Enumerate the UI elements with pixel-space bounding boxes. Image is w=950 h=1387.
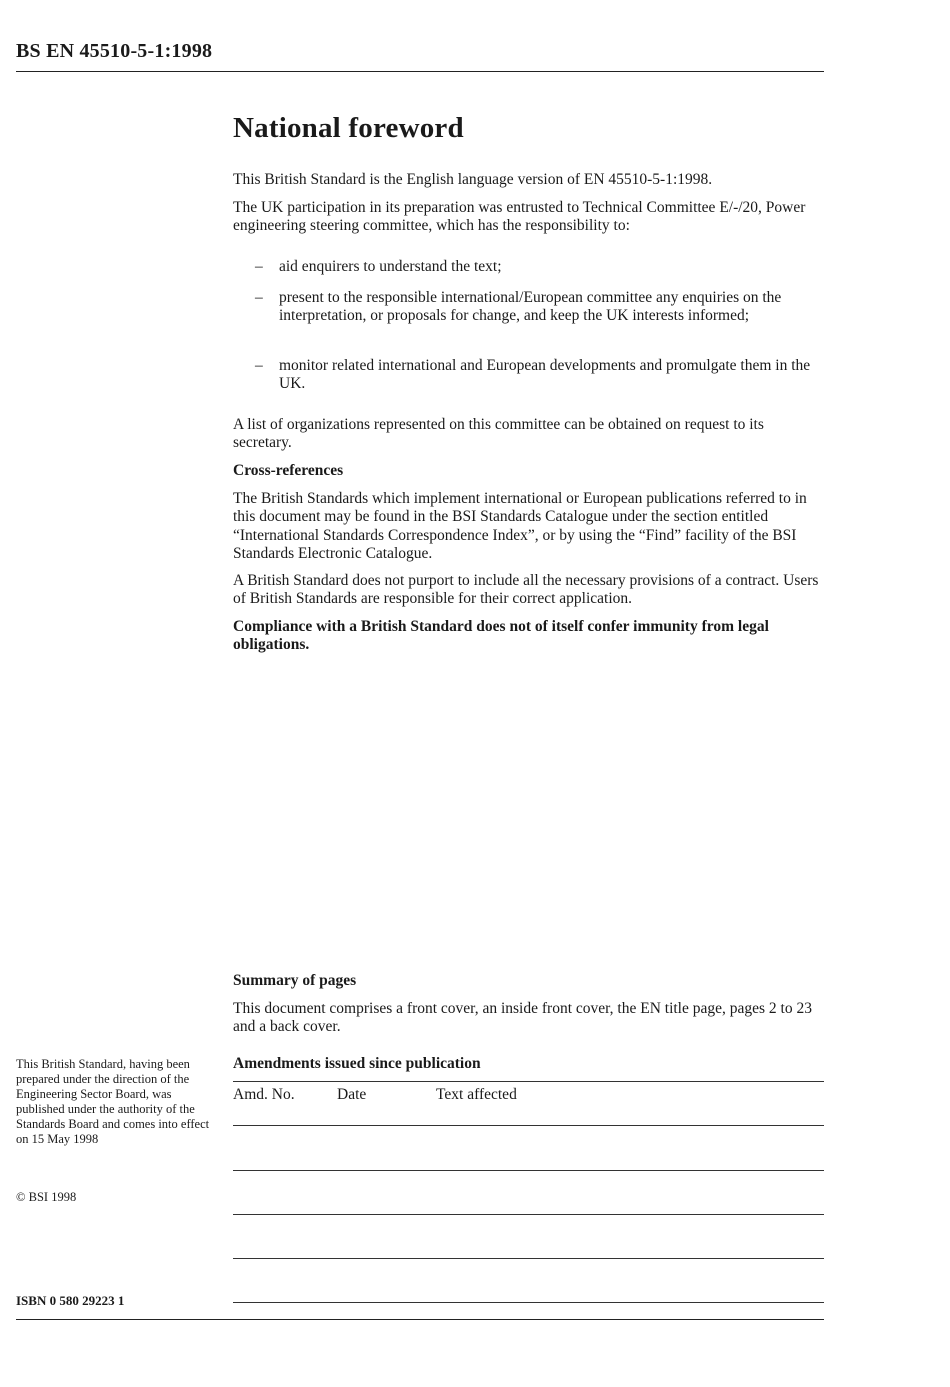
list-item-text: aid enquirers to understand the text; [279, 258, 502, 275]
amendments-row-line [233, 1170, 824, 1171]
amendments-row-line [233, 1214, 824, 1215]
bullet-dash: – [255, 357, 263, 374]
provisions-paragraph: A British Standard does not purport to include all the necessary provisions of a contract. Users of British Standards are responsible for their correct application. [233, 572, 819, 608]
amendments-column-date: Date [337, 1086, 367, 1103]
list-item-text: present to the responsible international/European committee any enquiries on the interpretation, or proposals for change, and keep the UK interests informed; [279, 289, 782, 325]
organizations-paragraph: A list of organizations represented on this committee can be obtained on request to its secretary. [233, 416, 764, 452]
amendments-row-line [233, 1125, 824, 1126]
summary-paragraph: This document comprises a front cover, an inside front cover, the EN title page, pages 2 to 23 and a back cover. [233, 1000, 812, 1036]
document-code: BS EN 45510-5-1:1998 [16, 40, 213, 62]
amendments-heading: Amendments issued since publication [233, 1055, 481, 1072]
header-rule [16, 71, 824, 72]
footer-rule [16, 1319, 824, 1320]
authority-note: This British Standard, having been prepared under the direction of the Engineering Sector Board, was published under the authority of the Standards Board and comes into effect on 15 May 1998 [16, 1057, 210, 1146]
amendments-table-top-rule [233, 1081, 824, 1082]
amendments-row-line [233, 1258, 824, 1259]
page-title: National foreword [233, 112, 464, 144]
amendments-column-amd-no: Amd. No. [233, 1086, 295, 1103]
cross-references-paragraph: The British Standards which implement international or European publications referred to in this document may be found in the BSI Standards Catalogue under the section entitled “International Standards Correspondence Index”, or by using the “Find” facility of the BSI Standards Electronic Catalogue. [233, 490, 807, 562]
isbn-number: ISBN 0 580 29223 1 [16, 1293, 125, 1308]
list-item-text: monitor related international and European developments and promulgate them in the UK. [279, 357, 811, 393]
amendments-column-text-affected: Text affected [436, 1086, 517, 1103]
bullet-dash: – [255, 289, 263, 306]
amendments-row-line [233, 1302, 824, 1303]
bullet-dash: – [255, 258, 263, 275]
compliance-statement: Compliance with a British Standard does not of itself confer immunity from legal obligations. [233, 618, 769, 654]
copyright-notice: © BSI 1998 [16, 1190, 77, 1204]
intro-paragraph: This British Standard is the English language version of EN 45510-5-1:1998. [233, 171, 713, 188]
summary-heading: Summary of pages [233, 972, 357, 989]
cross-references-heading: Cross-references [233, 462, 344, 479]
participation-paragraph: The UK participation in its preparation was entrusted to Technical Committee E/-/20, Power engineering steering committee, which has the responsibility to: [233, 199, 806, 235]
